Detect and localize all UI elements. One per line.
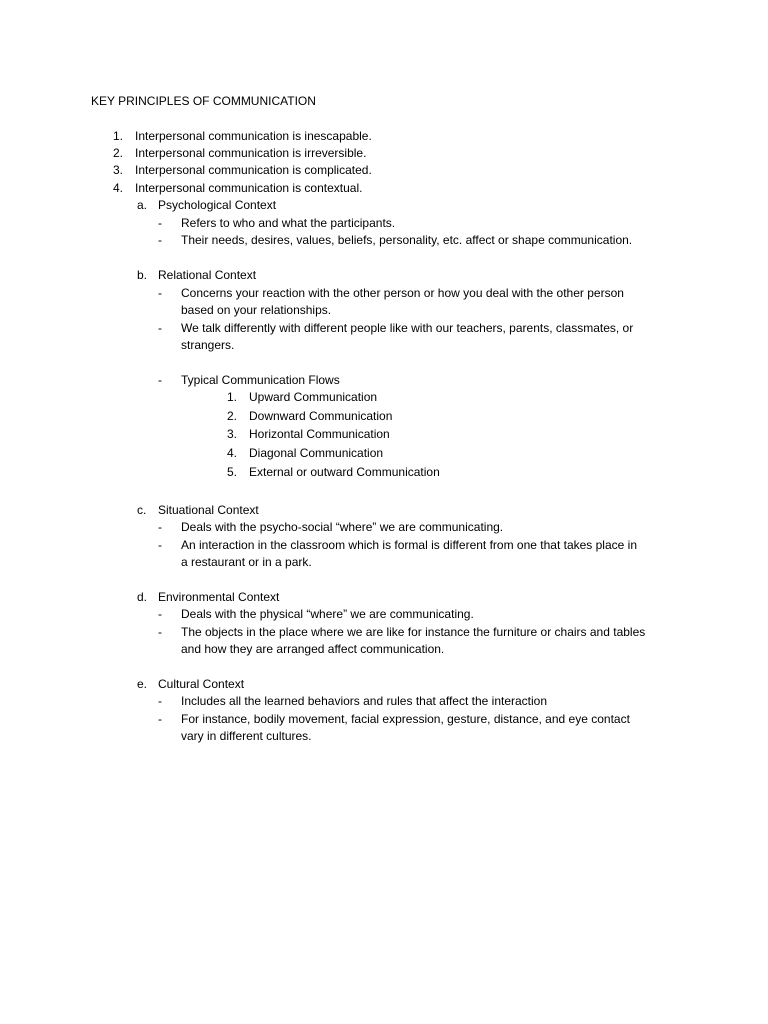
flow-3-number: 3. [227,427,238,441]
context-b-letter: b. [137,268,148,282]
context-d-bullet-2-line-1: The objects in the place where we are like for instance the furniture or chairs and tables [181,625,646,639]
context-b-bullet-1-line-1: Concerns your reaction with the other person or how you deal with the other person [181,286,624,300]
context-c-bullet-1: Deals with the psycho-social “where” we are communicating. [181,520,504,534]
principle-3-text: Interpersonal communication is complicated. [135,163,372,177]
flow-5-text: External or outward Communication [249,465,440,479]
dash-marker: - [158,520,162,534]
context-d-bullet-2-line-2: and how they are arranged affect communication. [181,642,445,656]
principle-2-text: Interpersonal communication is irreversible. [135,146,367,160]
dash-marker: - [158,712,162,726]
dash-marker: - [158,216,162,230]
context-e-bullet-2-line-2: vary in different cultures. [181,729,312,743]
context-c-letter: c. [137,503,147,517]
dash-marker: - [158,607,162,621]
flow-4-text: Diagonal Communication [249,446,384,460]
context-a-bullet-1: Refers to who and what the participants. [181,216,396,230]
flow-2-text: Downward Communication [249,409,393,423]
context-c-bullet-2-line-2: a restaurant or in a park. [181,555,312,569]
flow-2-number: 2. [227,409,238,423]
context-d-bullet-1: Deals with the physical “where” we are communicating. [181,607,474,621]
context-b-bullet-1-line-2: based on your relationships. [181,303,332,317]
principle-3-number: 3. [113,163,124,177]
context-b-title: Relational Context [158,268,257,282]
page-title: KEY PRINCIPLES OF COMMUNICATION [91,94,316,108]
dash-marker: - [158,694,162,708]
principle-4-text: Interpersonal communication is contextual. [135,181,363,195]
principle-1-number: 1. [113,129,124,143]
context-b-bullet-2-line-1: We talk differently with different people like with our teachers, parents, classmates, or [181,321,634,335]
flow-5-number: 5. [227,465,238,479]
context-e-bullet-2-line-1: For instance, bodily movement, facial expression, gesture, distance, and eye contact [181,712,630,726]
flow-1-number: 1. [227,390,238,404]
dash-marker: - [158,286,162,300]
context-e-title: Cultural Context [158,677,245,691]
flow-1-text: Upward Communication [249,390,378,404]
context-e-letter: e. [137,677,148,691]
dash-marker: - [158,233,162,247]
flows-title: Typical Communication Flows [181,373,340,387]
flow-4-number: 4. [227,446,238,460]
context-d-letter: d. [137,590,148,604]
context-c-bullet-2-line-1: An interaction in the classroom which is formal is different from one that takes place in [181,538,637,552]
context-e-bullet-1: Includes all the learned behaviors and rules that affect the interaction [181,694,548,708]
dash-marker: - [158,538,162,552]
dash-marker: - [158,321,162,335]
principle-2-number: 2. [113,146,124,160]
context-b-bullet-2-line-2: strangers. [181,338,235,352]
context-a-title: Psychological Context [158,198,277,212]
context-c-title: Situational Context [158,503,259,517]
principle-4-number: 4. [113,181,124,195]
dash-marker: - [158,373,162,387]
context-d-title: Environmental Context [158,590,280,604]
principle-1-text: Interpersonal communication is inescapable. [135,129,372,143]
dash-marker: - [158,625,162,639]
context-a-letter: a. [137,198,148,212]
flow-3-text: Horizontal Communication [249,427,390,441]
context-a-bullet-2: Their needs, desires, values, beliefs, personality, etc. affect or shape communication. [181,233,633,247]
